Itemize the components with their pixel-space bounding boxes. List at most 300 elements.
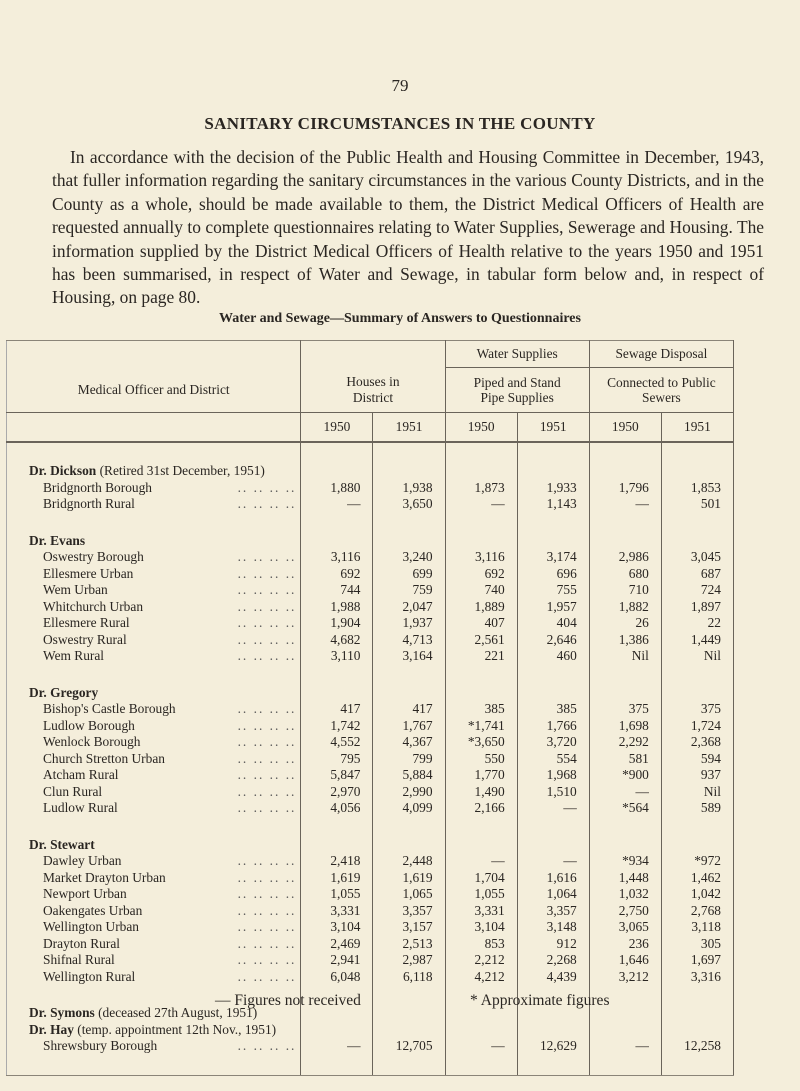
- header-houses: [301, 341, 445, 413]
- leader-dots: .. .. .. ..: [237, 549, 297, 564]
- header-year: 1951: [517, 413, 589, 443]
- value-cell: 1,646: [589, 952, 661, 969]
- table-title: Water and Sewage—Summary of Answers to Questionnaires: [219, 311, 581, 326]
- value-cell: 2,941: [301, 952, 373, 969]
- district-cell: [7, 800, 301, 817]
- officer-cell: [7, 685, 301, 702]
- value-cell: 581: [589, 751, 661, 768]
- empty-cell: [661, 1055, 733, 1076]
- header-blank: [7, 413, 301, 443]
- value-cell: 1,143: [517, 496, 589, 513]
- empty-cell: [661, 463, 733, 480]
- value-cell: 2,268: [517, 952, 589, 969]
- district-cell: [7, 1038, 301, 1055]
- leader-dots: .. .. .. ..: [237, 631, 297, 647]
- empty-cell: [517, 463, 589, 480]
- officer-name: Dr. Evans: [29, 532, 86, 548]
- header-connected-line2: Sewers: [642, 390, 681, 405]
- spacer-row: [7, 665, 734, 685]
- district-cell: [7, 582, 301, 599]
- value-cell: 2,750: [589, 903, 661, 920]
- empty-cell: [661, 837, 733, 854]
- spacer-row: [7, 817, 734, 837]
- value-cell: 4,682: [301, 632, 373, 649]
- officer-note: (deceased 27th August, 1951): [98, 1005, 258, 1020]
- empty-cell: [517, 817, 589, 837]
- value-cell: 3,110: [301, 648, 373, 665]
- value-cell: 12,258: [661, 1038, 733, 1055]
- empty-cell: [373, 1055, 445, 1076]
- value-cell: 3,118: [661, 919, 733, 936]
- table-row: [7, 969, 734, 986]
- value-cell: 385: [445, 701, 517, 718]
- district-name: Market Drayton Urban: [43, 869, 166, 885]
- empty-cell: [661, 533, 733, 550]
- leader-dots: .. .. .. ..: [237, 582, 297, 597]
- value-cell: 1,055: [445, 886, 517, 903]
- leader-dots: .. .. .. ..: [237, 783, 297, 799]
- table-row: [7, 549, 734, 566]
- table-row: [7, 784, 734, 801]
- leader-dots: .. .. .. ..: [237, 717, 297, 733]
- value-cell: *1,741: [445, 718, 517, 735]
- empty-cell: [661, 1022, 733, 1039]
- empty-cell: [517, 1022, 589, 1039]
- empty-cell: [301, 1022, 373, 1039]
- empty-cell: [589, 665, 661, 685]
- value-cell: 795: [301, 751, 373, 768]
- district-name: Ludlow Rural: [43, 800, 118, 815]
- value-cell: 1,619: [373, 870, 445, 887]
- district-name: Atcham Rural: [43, 767, 119, 782]
- value-cell: 589: [661, 800, 733, 817]
- page-title: SANITARY CIRCUMSTANCES IN THE COUNTY: [204, 114, 596, 133]
- district-name: Newport Urban: [43, 886, 127, 901]
- value-cell: 2,970: [301, 784, 373, 801]
- district-cell: [7, 903, 301, 920]
- value-cell: 385: [517, 701, 589, 718]
- value-cell: 3,331: [445, 903, 517, 920]
- value-cell: 3,157: [373, 919, 445, 936]
- district-name: Wenlock Borough: [43, 734, 141, 749]
- value-cell: 3,316: [661, 969, 733, 986]
- empty-cell: [373, 463, 445, 480]
- value-cell: 3,357: [373, 903, 445, 920]
- empty-cell: [661, 817, 733, 837]
- officer-row: [7, 837, 734, 854]
- value-cell: —: [589, 496, 661, 513]
- district-cell: [7, 599, 301, 616]
- spacer-cell: [7, 513, 301, 533]
- value-cell: 2,986: [589, 549, 661, 566]
- header-year: 1951: [661, 413, 733, 443]
- value-cell: 3,116: [445, 549, 517, 566]
- leader-dots: .. .. .. ..: [237, 952, 297, 967]
- header-year: 1950: [589, 413, 661, 443]
- value-cell: 375: [661, 701, 733, 718]
- intro-paragraph: In accordance with the decision of the Public Health and Housing Committee in December, 1943, that fuller information regarding the sanitary circumstances in the various County Districts, and in the County as a whole, should be made available to them, the District Medical Officers of Health are requested annually to complete questionnaires relating to Water Supplies, Sewerage and Housing. The information supplied by the District Medical Officers of Health relative to the years 1950 and 1951 has been summarised, in respect of Water and Sewage, in tabular form below and, in respect of Housing, on page 80.: [52, 147, 764, 308]
- value-cell: 4,056: [301, 800, 373, 817]
- district-cell: [7, 718, 301, 735]
- table-row: [7, 599, 734, 616]
- value-cell: Nil: [661, 784, 733, 801]
- value-cell: 1,619: [301, 870, 373, 887]
- officer-cell: [7, 837, 301, 854]
- value-cell: 4,212: [445, 969, 517, 986]
- district-cell: [7, 734, 301, 751]
- value-cell: 1,889: [445, 599, 517, 616]
- empty-cell: [373, 685, 445, 702]
- empty-cell: [589, 463, 661, 480]
- value-cell: 2,987: [373, 952, 445, 969]
- district-name: Oswestry Borough: [43, 549, 144, 564]
- empty-cell: [301, 817, 373, 837]
- empty-cell: [301, 685, 373, 702]
- empty-cell: [589, 513, 661, 533]
- empty-cell: [589, 1055, 661, 1076]
- value-cell: 1,462: [661, 870, 733, 887]
- officer-row: [7, 685, 734, 702]
- officer-name: Dr. Gregory: [29, 684, 99, 700]
- value-cell: *934: [589, 853, 661, 870]
- empty-cell: [373, 1005, 445, 1022]
- district-name: Ludlow Borough: [43, 717, 135, 733]
- value-cell: 692: [445, 566, 517, 583]
- value-cell: 2,418: [301, 853, 373, 870]
- empty-cell: [661, 685, 733, 702]
- header-piped: [445, 368, 589, 413]
- header-medical-officer: Medical Officer and District: [77, 381, 230, 397]
- spacer-row: [7, 1055, 734, 1076]
- header-piped-line2: Pipe Supplies: [480, 390, 554, 405]
- value-cell: 1,042: [661, 886, 733, 903]
- header-houses-line2: District: [352, 389, 394, 405]
- header-year: 1951: [373, 413, 445, 443]
- district-name: Clun Rural: [43, 783, 103, 799]
- district-name: Church Stretton Urban: [43, 750, 165, 766]
- empty-cell: [517, 837, 589, 854]
- empty-cell: [373, 513, 445, 533]
- value-cell: *3,650: [445, 734, 517, 751]
- empty-cell: [445, 837, 517, 854]
- district-cell: [7, 870, 301, 887]
- district-name: Bridgnorth Rural: [43, 496, 135, 511]
- empty-cell: [373, 817, 445, 837]
- value-cell: 1,938: [373, 480, 445, 497]
- empty-cell: [445, 1022, 517, 1039]
- value-cell: 2,561: [445, 632, 517, 649]
- leader-dots: .. .. .. ..: [237, 853, 297, 868]
- value-cell: 912: [517, 936, 589, 953]
- value-cell: 6,048: [301, 969, 373, 986]
- value-cell: 2,513: [373, 936, 445, 953]
- empty-cell: [661, 513, 733, 533]
- value-cell: 501: [661, 496, 733, 513]
- district-cell: [7, 784, 301, 801]
- value-cell: —: [517, 800, 589, 817]
- empty-cell: [445, 817, 517, 837]
- value-cell: 3,212: [589, 969, 661, 986]
- value-cell: *900: [589, 767, 661, 784]
- empty-cell: [589, 533, 661, 550]
- value-cell: 1,796: [589, 480, 661, 497]
- empty-cell: [517, 1055, 589, 1076]
- table-row: [7, 936, 734, 953]
- value-cell: 4,552: [301, 734, 373, 751]
- table-row: [7, 1038, 734, 1055]
- value-cell: 3,065: [589, 919, 661, 936]
- value-cell: 4,713: [373, 632, 445, 649]
- officer-cell: [7, 533, 301, 550]
- district-name: Oakengates Urban: [43, 902, 143, 918]
- empty-cell: [445, 665, 517, 685]
- empty-cell: [373, 985, 445, 1005]
- district-cell: [7, 496, 301, 513]
- empty-cell: [301, 533, 373, 550]
- value-cell: 375: [589, 701, 661, 718]
- table-row: [7, 767, 734, 784]
- empty-cell: [301, 837, 373, 854]
- table-row: [7, 919, 734, 936]
- header-piped-line1: Piped and Stand: [473, 375, 561, 390]
- district-cell: [7, 853, 301, 870]
- district-cell: [7, 480, 301, 497]
- water-sewage-table: [6, 340, 734, 1076]
- value-cell: 1,065: [373, 886, 445, 903]
- empty-cell: [301, 513, 373, 533]
- value-cell: 1,937: [373, 615, 445, 632]
- value-cell: 417: [373, 701, 445, 718]
- value-cell: 699: [373, 566, 445, 583]
- officer-row: [7, 1022, 734, 1039]
- empty-cell: [373, 442, 445, 463]
- value-cell: 2,292: [589, 734, 661, 751]
- leader-dots: .. .. .. ..: [237, 968, 297, 984]
- value-cell: 26: [589, 615, 661, 632]
- district-cell: [7, 648, 301, 665]
- empty-cell: [661, 985, 733, 1005]
- spacer-row: [7, 513, 734, 533]
- value-cell: 1,032: [589, 886, 661, 903]
- officer-cell: [7, 1022, 301, 1039]
- value-cell: 1,698: [589, 718, 661, 735]
- district-cell: [7, 632, 301, 649]
- officer-name: Dr. Dickson: [29, 463, 97, 478]
- spacer-cell: [7, 1055, 301, 1076]
- value-cell: 3,164: [373, 648, 445, 665]
- value-cell: 680: [589, 566, 661, 583]
- value-cell: 3,174: [517, 549, 589, 566]
- leader-dots: .. .. .. ..: [237, 800, 297, 815]
- officer-note: (Retired 31st December, 1951): [99, 463, 265, 478]
- value-cell: 4,099: [373, 800, 445, 817]
- empty-cell: [301, 1055, 373, 1076]
- value-cell: 3,331: [301, 903, 373, 920]
- value-cell: 1,880: [301, 480, 373, 497]
- value-cell: 2,448: [373, 853, 445, 870]
- value-cell: 1,449: [661, 632, 733, 649]
- footnote-approximate: * Approximate figures: [470, 992, 610, 1009]
- district-cell: [7, 767, 301, 784]
- district-name: Wellington Urban: [43, 919, 139, 934]
- leader-dots: .. .. .. ..: [237, 935, 297, 951]
- value-cell: 1,064: [517, 886, 589, 903]
- table-row: [7, 582, 734, 599]
- table-row: [7, 751, 734, 768]
- value-cell: 3,045: [661, 549, 733, 566]
- district-cell: [7, 919, 301, 936]
- value-cell: 4,439: [517, 969, 589, 986]
- spacer-row: [7, 442, 734, 463]
- value-cell: Nil: [589, 648, 661, 665]
- empty-cell: [301, 442, 373, 463]
- district-cell: [7, 969, 301, 986]
- value-cell: —: [445, 496, 517, 513]
- header-year: 1950: [445, 413, 517, 443]
- value-cell: —: [589, 1038, 661, 1055]
- value-cell: —: [445, 1038, 517, 1055]
- empty-cell: [661, 1005, 733, 1022]
- value-cell: *972: [661, 853, 733, 870]
- value-cell: 740: [445, 582, 517, 599]
- value-cell: 937: [661, 767, 733, 784]
- leader-dots: .. .. .. ..: [237, 919, 297, 934]
- value-cell: 1,853: [661, 480, 733, 497]
- value-cell: 2,646: [517, 632, 589, 649]
- table-row: [7, 734, 734, 751]
- value-cell: 1,968: [517, 767, 589, 784]
- value-cell: 3,104: [301, 919, 373, 936]
- value-cell: 1,448: [589, 870, 661, 887]
- value-cell: 3,357: [517, 903, 589, 920]
- header-houses-line1: Houses in: [346, 373, 400, 389]
- empty-cell: [661, 442, 733, 463]
- district-name: Ellesmere Rural: [43, 615, 130, 630]
- district-name: Ellesmere Urban: [43, 565, 134, 581]
- value-cell: 710: [589, 582, 661, 599]
- value-cell: 755: [517, 582, 589, 599]
- table-row: [7, 480, 734, 497]
- leader-dots: .. .. .. ..: [237, 479, 297, 495]
- value-cell: 417: [301, 701, 373, 718]
- empty-cell: [589, 685, 661, 702]
- value-cell: 1,490: [445, 784, 517, 801]
- district-cell: [7, 566, 301, 583]
- value-cell: 1,770: [445, 767, 517, 784]
- value-cell: 2,047: [373, 599, 445, 616]
- value-cell: 5,884: [373, 767, 445, 784]
- value-cell: 554: [517, 751, 589, 768]
- value-cell: 1,742: [301, 718, 373, 735]
- table-row: [7, 853, 734, 870]
- table-row: [7, 496, 734, 513]
- value-cell: 1,897: [661, 599, 733, 616]
- table-row: [7, 701, 734, 718]
- value-cell: 2,368: [661, 734, 733, 751]
- empty-cell: [589, 837, 661, 854]
- value-cell: 3,240: [373, 549, 445, 566]
- spacer-row: [7, 985, 734, 1005]
- value-cell: Nil: [661, 648, 733, 665]
- value-cell: 3,104: [445, 919, 517, 936]
- value-cell: 2,212: [445, 952, 517, 969]
- value-cell: 759: [373, 582, 445, 599]
- value-cell: 3,650: [373, 496, 445, 513]
- header-water-supplies: Water Supplies: [445, 341, 589, 368]
- value-cell: 1,697: [661, 952, 733, 969]
- district-name: Wem Rural: [43, 648, 105, 663]
- leader-dots: .. .. .. ..: [237, 734, 297, 749]
- header-connected-line1: Connected to Public: [607, 375, 716, 390]
- value-cell: 1,882: [589, 599, 661, 616]
- district-name: Bishop's Castle Borough: [43, 701, 176, 716]
- district-name: Oswestry Rural: [43, 631, 127, 647]
- officer-name: Dr. Hay: [29, 1021, 74, 1037]
- value-cell: 2,166: [445, 800, 517, 817]
- spacer-cell: [7, 665, 301, 685]
- value-cell: 692: [301, 566, 373, 583]
- officer-row: [7, 463, 734, 480]
- value-cell: 1,386: [589, 632, 661, 649]
- value-cell: 12,629: [517, 1038, 589, 1055]
- value-cell: 6,118: [373, 969, 445, 986]
- value-cell: 305: [661, 936, 733, 953]
- table-row: [7, 615, 734, 632]
- value-cell: 236: [589, 936, 661, 953]
- value-cell: 12,705: [373, 1038, 445, 1055]
- value-cell: 853: [445, 936, 517, 953]
- value-cell: 550: [445, 751, 517, 768]
- value-cell: —: [517, 853, 589, 870]
- value-cell: 1,904: [301, 615, 373, 632]
- empty-cell: [517, 442, 589, 463]
- value-cell: *564: [589, 800, 661, 817]
- officer-name: Dr. Stewart: [29, 836, 95, 852]
- district-name: Wellington Rural: [43, 968, 136, 984]
- district-name: Shifnal Rural: [43, 952, 115, 967]
- value-cell: 5,847: [301, 767, 373, 784]
- value-cell: —: [301, 1038, 373, 1055]
- empty-cell: [445, 533, 517, 550]
- table-row: [7, 952, 734, 969]
- empty-cell: [373, 665, 445, 685]
- empty-cell: [517, 685, 589, 702]
- empty-cell: [517, 533, 589, 550]
- empty-cell: [589, 442, 661, 463]
- leader-dots: .. .. .. ..: [237, 565, 297, 581]
- value-cell: 1,510: [517, 784, 589, 801]
- value-cell: 744: [301, 582, 373, 599]
- value-cell: 221: [445, 648, 517, 665]
- value-cell: 696: [517, 566, 589, 583]
- district-cell: [7, 886, 301, 903]
- leader-dots: .. .. .. ..: [237, 767, 297, 782]
- table-row: [7, 886, 734, 903]
- header-sewage-disposal: Sewage Disposal: [589, 341, 733, 368]
- value-cell: 1,055: [301, 886, 373, 903]
- empty-cell: [445, 1055, 517, 1076]
- value-cell: 460: [517, 648, 589, 665]
- value-cell: 22: [661, 615, 733, 632]
- leader-dots: .. .. .. ..: [237, 701, 297, 716]
- leader-dots: .. .. .. ..: [237, 750, 297, 766]
- empty-cell: [445, 442, 517, 463]
- empty-cell: [661, 665, 733, 685]
- value-cell: —: [445, 853, 517, 870]
- spacer-cell: [7, 442, 301, 463]
- leader-dots: .. .. .. ..: [237, 869, 297, 885]
- value-cell: 1,957: [517, 599, 589, 616]
